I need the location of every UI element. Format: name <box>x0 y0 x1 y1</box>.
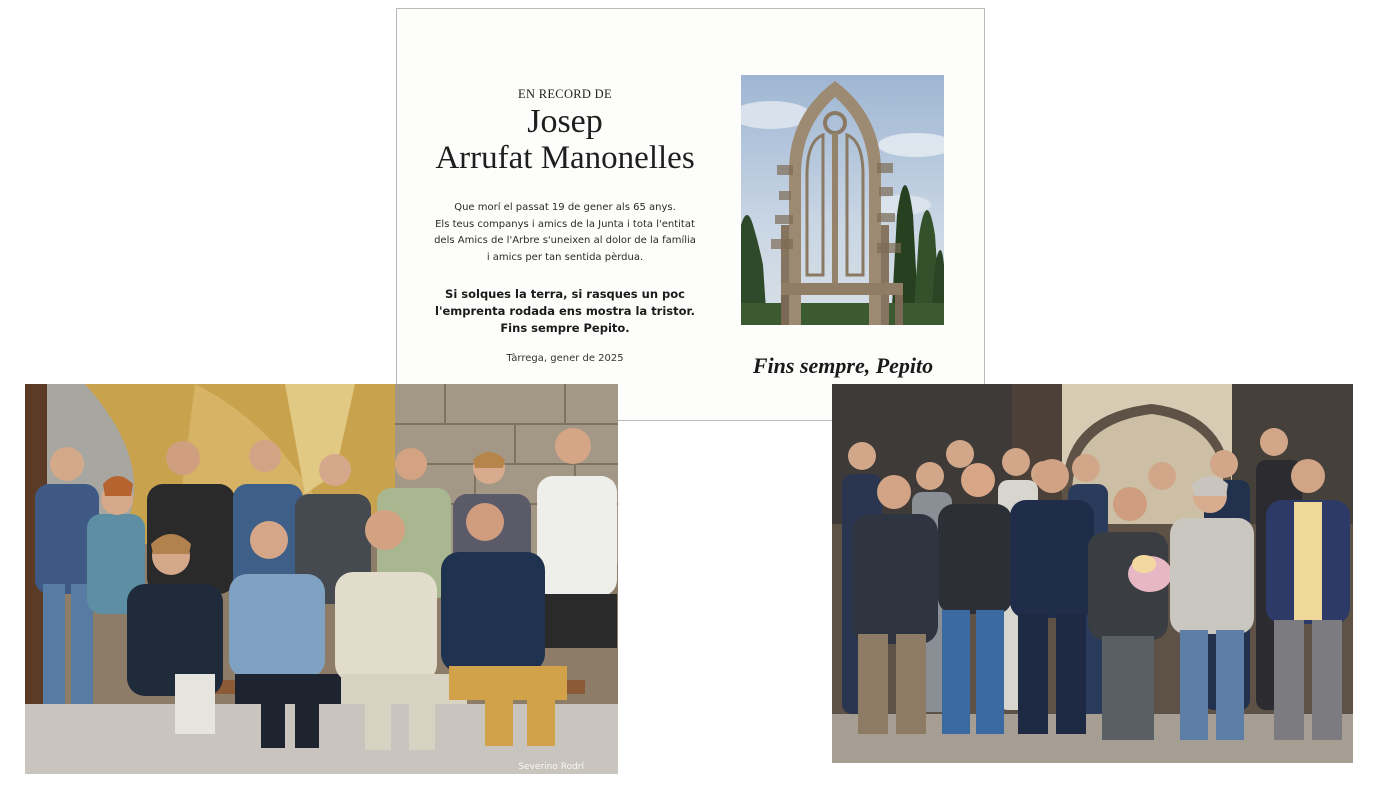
card-body-line: Que morí el passat 19 de gener als 65 anys. <box>454 202 676 213</box>
card-body-line: Els teus companys i amics de la Junta i tota l'entitat <box>435 218 695 230</box>
photo-watermark: Severino Rodrí <box>518 762 584 772</box>
card-text-column <box>407 87 723 364</box>
memorial-card <box>396 8 985 421</box>
verse-line: Fins sempre Pepito. <box>500 321 630 335</box>
card-body-line: i amics per tan sentida pèrdua. <box>486 251 644 263</box>
place-and-date: Tàrrega, gener de 2025 <box>506 353 624 364</box>
group-photo-indoor-illustration <box>25 384 618 774</box>
card-eyebrow: EN RECORD DE <box>518 87 612 101</box>
verse-line: l'emprenta rodada ens mostra la tristor. <box>435 304 695 318</box>
deceased-first-name: Josep <box>527 103 603 140</box>
gothic-window-illustration <box>741 75 944 325</box>
deceased-last-name: Arrufat Manonelles <box>435 140 695 176</box>
gothic-window-ruin-image <box>741 75 944 325</box>
group-photo-indoor <box>25 384 618 774</box>
group-photo-outdoor-arcade <box>832 384 1353 763</box>
card-body-line: dels Amics de l'Arbre s'uneixen al dolor de la família <box>434 235 696 246</box>
card-body-text <box>407 200 723 266</box>
card-verse <box>407 286 723 337</box>
farewell-signature: Fins sempre, Pepito <box>752 353 934 378</box>
verse-line: Si solques la terra, si rasques un poc <box>445 287 685 301</box>
group-photo-outdoor-illustration <box>832 384 1353 763</box>
